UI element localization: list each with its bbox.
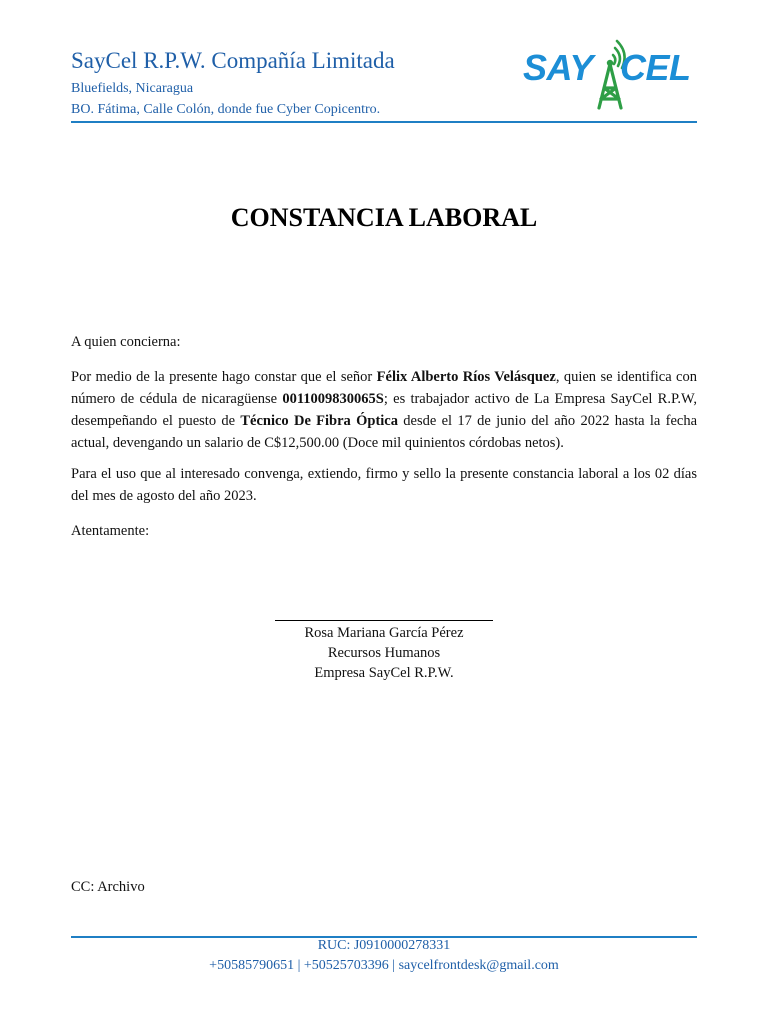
logo-text-say: SAY: [523, 47, 593, 88]
issuance-paragraph: Para el uso que al interesado convenga, extiendo, firmo y sello la presente constancia laboral a los 02 días del mes de agosto del año 2023.: [71, 466, 697, 504]
paragraph-text: ; es trabajador activo de La Empresa SayCel R.P.W, desempeñando el puesto de: [71, 391, 697, 429]
salutation: A quien concierna:: [71, 334, 181, 350]
closing: Atentamente:: [71, 523, 150, 539]
certification-paragraph: [71, 366, 697, 454]
signature-line: [275, 620, 493, 621]
company-address: BO. Fátima, Calle Colón, donde fue Cyber Copicentro.: [71, 102, 381, 117]
job-position: Técnico De Fibra Óptica: [240, 413, 398, 429]
company-name: SayCel R.P.W. Compañía Limitada: [71, 48, 395, 73]
cc-note: CC: Archivo: [71, 879, 145, 895]
paragraph-text: Por medio de la presente hago constar que el señor: [71, 369, 377, 385]
saycel-logo: [520, 36, 700, 110]
signatory-department: Recursos Humanos: [327, 645, 441, 661]
paragraph-text: desde el 17 de junio del año 2022 hasta la fecha actual, devengando un salario de C$12,500.00 (Doce mil quinientos córdobas netos).: [71, 413, 698, 451]
header-divider: [71, 121, 697, 123]
footer-ruc: RUC: J0910000278331: [317, 938, 451, 953]
document-title: CONSTANCIA LABORAL: [230, 203, 538, 232]
signatory-company: Empresa SayCel R.P.W.: [314, 665, 454, 681]
company-city: Bluefields, Nicaragua: [71, 81, 194, 96]
signatory-name: Rosa Mariana García Pérez: [304, 625, 464, 641]
logo-text-cel: CEL: [620, 47, 691, 88]
signature-block: [275, 620, 493, 683]
footer-contact: +50585790651 | +50525703396 | saycelfrontdesk@gmail.com: [209, 958, 559, 973]
employee-name: Félix Alberto Ríos Velásquez: [376, 369, 556, 385]
id-number: 0011009830065S: [282, 391, 384, 407]
paragraph-text: , quien se identifica con número de cédula de nicaragüense: [71, 369, 697, 407]
